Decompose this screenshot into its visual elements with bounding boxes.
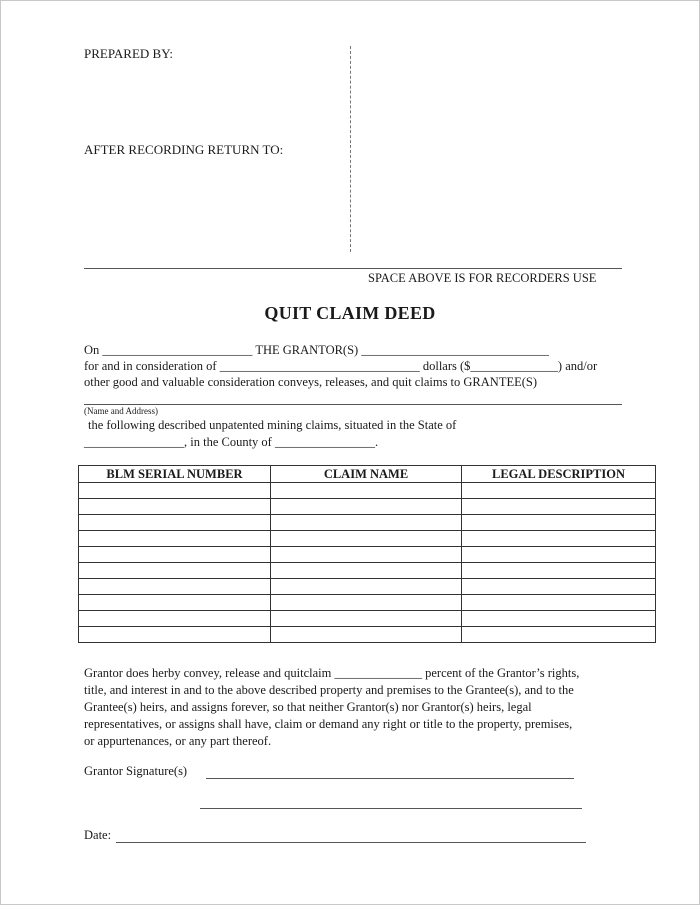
claim-name-cell[interactable]: [271, 627, 462, 643]
page-title: QUIT CLAIM DEED: [264, 303, 436, 323]
legal-description-cell[interactable]: [462, 595, 656, 611]
table-row: [79, 595, 656, 611]
paragraph-line-4: representatives, or assigns shall have, claim or demand any right or title to the property, premises,: [84, 717, 573, 731]
claim-name-cell[interactable]: [271, 595, 462, 611]
paragraph-line-5: or appurtenances, or any part thereof.: [84, 734, 272, 748]
name-address-label: (Name and Address): [84, 406, 158, 416]
claim-name-cell[interactable]: [271, 531, 462, 547]
on-date-field[interactable]: ________________________: [102, 343, 253, 357]
consideration-field[interactable]: ________________________________: [219, 359, 420, 373]
conveyance-paragraph: [84, 665, 624, 750]
header-claim-name: CLAIM NAME: [271, 466, 462, 483]
consideration-label: for and in consideration of: [84, 359, 217, 373]
intro-line-2: [84, 359, 597, 374]
intro-line-6: [84, 435, 378, 450]
blm-serial-cell[interactable]: [79, 483, 271, 499]
table-row: [79, 627, 656, 643]
blm-serial-cell[interactable]: [79, 531, 271, 547]
blm-serial-cell[interactable]: [79, 547, 271, 563]
table-row: [79, 611, 656, 627]
header-blm-serial-number: BLM SERIAL NUMBER: [79, 466, 271, 483]
blm-serial-cell[interactable]: [79, 595, 271, 611]
grantor-signature-line-1[interactable]: [206, 778, 574, 779]
grantor-field[interactable]: ______________________________: [361, 343, 549, 357]
county-label: , in the County of: [184, 435, 272, 449]
return-to-label: AFTER RECORDING RETURN TO:: [84, 142, 284, 157]
dollars-label: dollars ($: [422, 359, 471, 373]
blm-serial-cell[interactable]: [79, 563, 271, 579]
county-field[interactable]: ________________: [274, 435, 375, 449]
legal-description-cell[interactable]: [462, 483, 656, 499]
claim-name-cell[interactable]: [271, 579, 462, 595]
legal-description-cell[interactable]: [462, 515, 656, 531]
grantor-signature-line-2[interactable]: [200, 808, 582, 809]
andor-label: ) and/or: [557, 359, 598, 373]
percent-field[interactable]: ______________: [334, 666, 422, 680]
blm-serial-cell[interactable]: [79, 499, 271, 515]
table-row: [79, 515, 656, 531]
blm-serial-cell[interactable]: [79, 579, 271, 595]
claim-name-cell[interactable]: [271, 611, 462, 627]
legal-description-cell[interactable]: [462, 611, 656, 627]
prepared-by-label: PREPARED BY:: [84, 46, 173, 61]
paragraph-line-1: [84, 665, 624, 682]
grantor-label: THE GRANTOR(S): [255, 343, 359, 357]
grantee-name-address-field[interactable]: [84, 404, 622, 405]
table-row: [79, 499, 656, 515]
blm-serial-cell[interactable]: [79, 611, 271, 627]
recorder-area-divider: [350, 46, 351, 252]
table-row: [79, 579, 656, 595]
claim-name-cell[interactable]: [271, 515, 462, 531]
dollars-field[interactable]: ______________: [470, 359, 558, 373]
grantor-signature-label: Grantor Signature(s): [84, 764, 188, 778]
table-row: [79, 563, 656, 579]
intro-line-1: [84, 343, 549, 358]
paragraph-text-2: percent of the Grantor’s rights,: [425, 666, 580, 680]
blm-serial-cell[interactable]: [79, 627, 271, 643]
table-row: [79, 531, 656, 547]
recorder-area-bottom-line: [84, 268, 622, 269]
legal-description-cell[interactable]: [462, 547, 656, 563]
blm-serial-cell[interactable]: [79, 515, 271, 531]
claim-name-cell[interactable]: [271, 547, 462, 563]
recorders-note: SPACE ABOVE IS FOR RECORDERS USE: [368, 271, 597, 285]
date-line[interactable]: [116, 842, 586, 843]
claim-name-cell[interactable]: [271, 483, 462, 499]
header-legal-description: LEGAL DESCRIPTION: [462, 466, 656, 483]
claim-name-cell[interactable]: [271, 563, 462, 579]
paragraph-text-1: Grantor does herby convey, release and quitclaim: [84, 666, 332, 680]
legal-description-cell[interactable]: [462, 531, 656, 547]
claims-table-body: [79, 483, 656, 643]
table-header-row: [79, 466, 656, 483]
legal-description-cell[interactable]: [462, 579, 656, 595]
intro-line-5: the following described unpatented mining claims, situated in the State of: [88, 418, 457, 432]
state-field[interactable]: ________________: [84, 435, 184, 449]
intro-line-3: other good and valuable consideration conveys, releases, and quit claims to GRANTEE(S): [84, 375, 538, 389]
legal-description-cell[interactable]: [462, 563, 656, 579]
claim-name-cell[interactable]: [271, 499, 462, 515]
legal-description-cell[interactable]: [462, 499, 656, 515]
date-label: Date:: [84, 828, 112, 842]
paragraph-line-2: title, and interest in and to the above described property and premises to the Grantee(s), and to the: [84, 683, 574, 697]
table-row: [79, 483, 656, 499]
table-row: [79, 547, 656, 563]
paragraph-line-3: Grantee(s) heirs, and assigns forever, so that neither Grantor(s) nor Grantor(s) heirs, legal: [84, 700, 532, 714]
on-label: On: [84, 343, 100, 357]
period: .: [374, 435, 379, 449]
legal-description-cell[interactable]: [462, 627, 656, 643]
claims-table: [78, 465, 656, 643]
